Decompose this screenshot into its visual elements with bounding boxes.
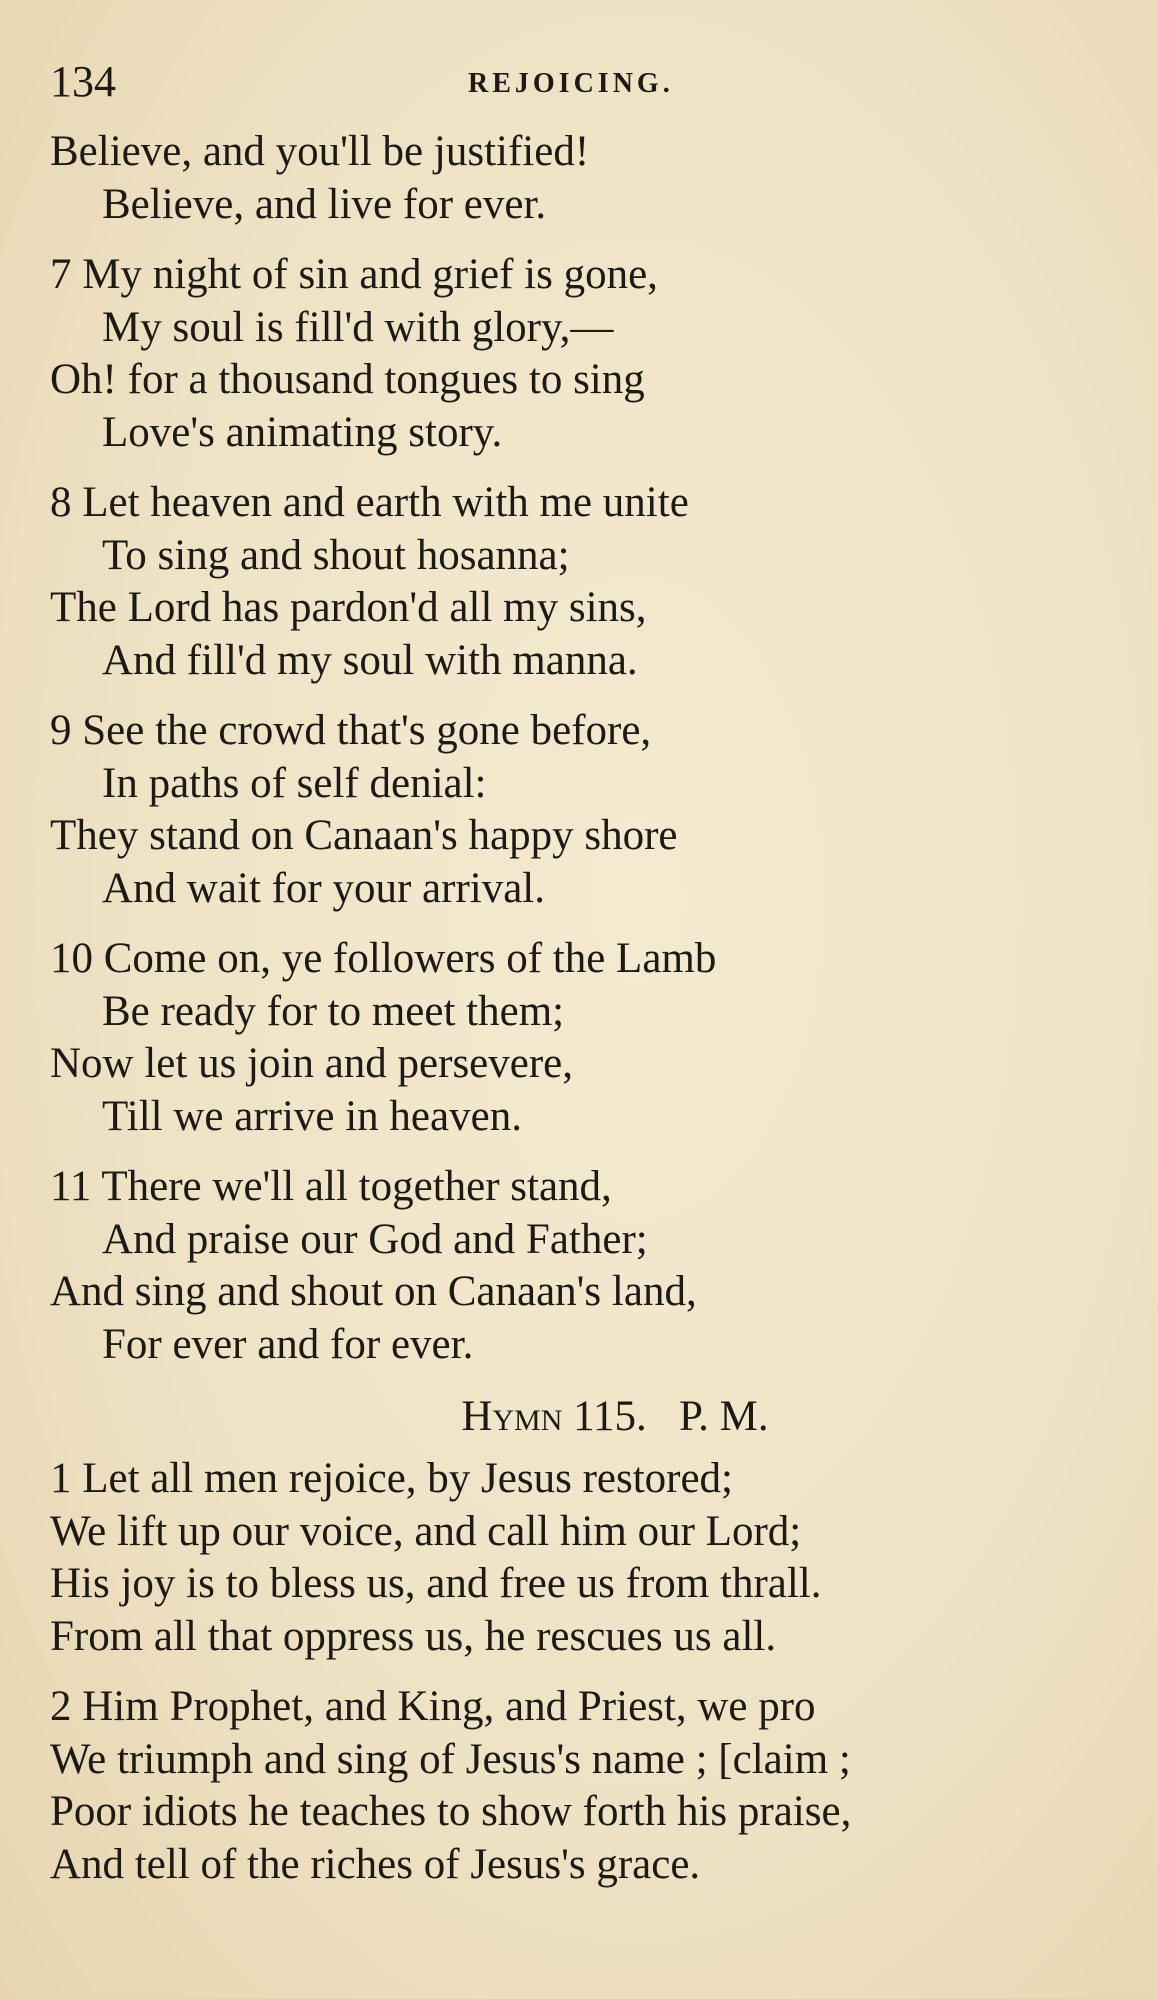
stanza-number: 2 <box>50 1683 72 1730</box>
verse-line: And sing and shout on Canaan's land, <box>50 1268 697 1315</box>
hymn-meter: P. M. <box>679 1393 769 1440</box>
verse-line-text: Come on, ye followers of the Lamb <box>103 935 717 982</box>
verse-line: In paths of self denial: <box>102 759 487 807</box>
verse-line-text: Let heaven and earth with me unite <box>82 479 689 526</box>
running-head: REJOICING. <box>468 68 674 99</box>
stanza-number: 9 <box>50 707 72 754</box>
verse-line: We triumph and sing of Jesus's name ; [claim ; <box>50 1735 851 1783</box>
hymn-label: Hymn <box>461 1393 563 1440</box>
verse-line: And tell of the riches of Jesus's grace. <box>50 1840 701 1888</box>
verse-line: Oh! for a thousand tongues to sing <box>50 356 645 403</box>
stanza-number: 8 <box>50 479 72 526</box>
verse-line <box>50 705 1120 758</box>
verse-line: Now let us join and persevere, <box>50 1040 574 1087</box>
stanza-number: 7 <box>50 251 72 298</box>
verse-line: And wait for your arrival. <box>102 864 545 912</box>
verse-line <box>50 1453 1120 1506</box>
stanza-10 <box>50 933 1120 1143</box>
verse-line <box>50 477 1120 530</box>
hymn-stanza-2 <box>50 1681 1120 1891</box>
verse-line: Believe, and live for ever. <box>102 180 547 228</box>
verse-line: His joy is to bless us, and free us from thrall. <box>50 1560 822 1607</box>
stanza-number: 11 <box>50 1163 92 1210</box>
verse-line: Be ready for to meet them; <box>102 987 565 1035</box>
verse-line: Till we arrive in heaven. <box>102 1092 522 1140</box>
hymn-text <box>50 126 1120 1909</box>
stanza-7 <box>50 249 1120 459</box>
verse-line-text: Let all men rejoice, by Jesus restored; <box>82 1455 734 1502</box>
verse-line: My soul is fill'd with glory,— <box>102 303 614 351</box>
stanza-number: 10 <box>50 935 93 982</box>
verse-line <box>50 1681 1120 1734</box>
page-number: 134 <box>50 57 116 106</box>
verse-line <box>50 1161 1120 1214</box>
stanza-number: 1 <box>50 1455 72 1502</box>
verse-line <box>50 933 1120 986</box>
verse-line: And praise our God and Father; <box>102 1215 648 1263</box>
verse-line-text: There we'll all together stand, <box>101 1163 612 1210</box>
verse-line: For ever and for ever. <box>102 1320 474 1368</box>
stanza-8 <box>50 477 1120 687</box>
hymn-heading <box>50 1389 1120 1445</box>
verse-line: The Lord has pardon'd all my sins, <box>50 584 647 631</box>
verse-line: Believe, and you'll be justified! <box>50 128 590 175</box>
verse-line: And fill'd my soul with manna. <box>102 636 638 684</box>
hymn-number: 115. <box>573 1393 647 1440</box>
hymn-stanza-1 <box>50 1453 1120 1663</box>
verse-line-text: My night of sin and grief is gone, <box>82 251 658 298</box>
verse-line <box>50 249 1120 302</box>
verse-line: To sing and shout hosanna; <box>102 531 570 579</box>
stanza-9 <box>50 705 1120 915</box>
stanza-continuation <box>50 126 1120 231</box>
verse-line: We lift up our voice, and call him our Lord; <box>50 1507 802 1555</box>
verse-line-text: See the crowd that's gone before, <box>82 707 652 754</box>
verse-line: Poor idiots he teaches to show forth his praise, <box>50 1788 852 1835</box>
verse-line-text: Him Prophet, and King, and Priest, we pro <box>82 1683 816 1730</box>
verse-line: Love's animating story. <box>102 408 503 456</box>
stanza-11 <box>50 1161 1120 1371</box>
verse-line: From all that oppress us, he rescues us all. <box>50 1612 777 1660</box>
verse-line: They stand on Canaan's happy shore <box>50 812 678 859</box>
page-header <box>50 56 1110 116</box>
